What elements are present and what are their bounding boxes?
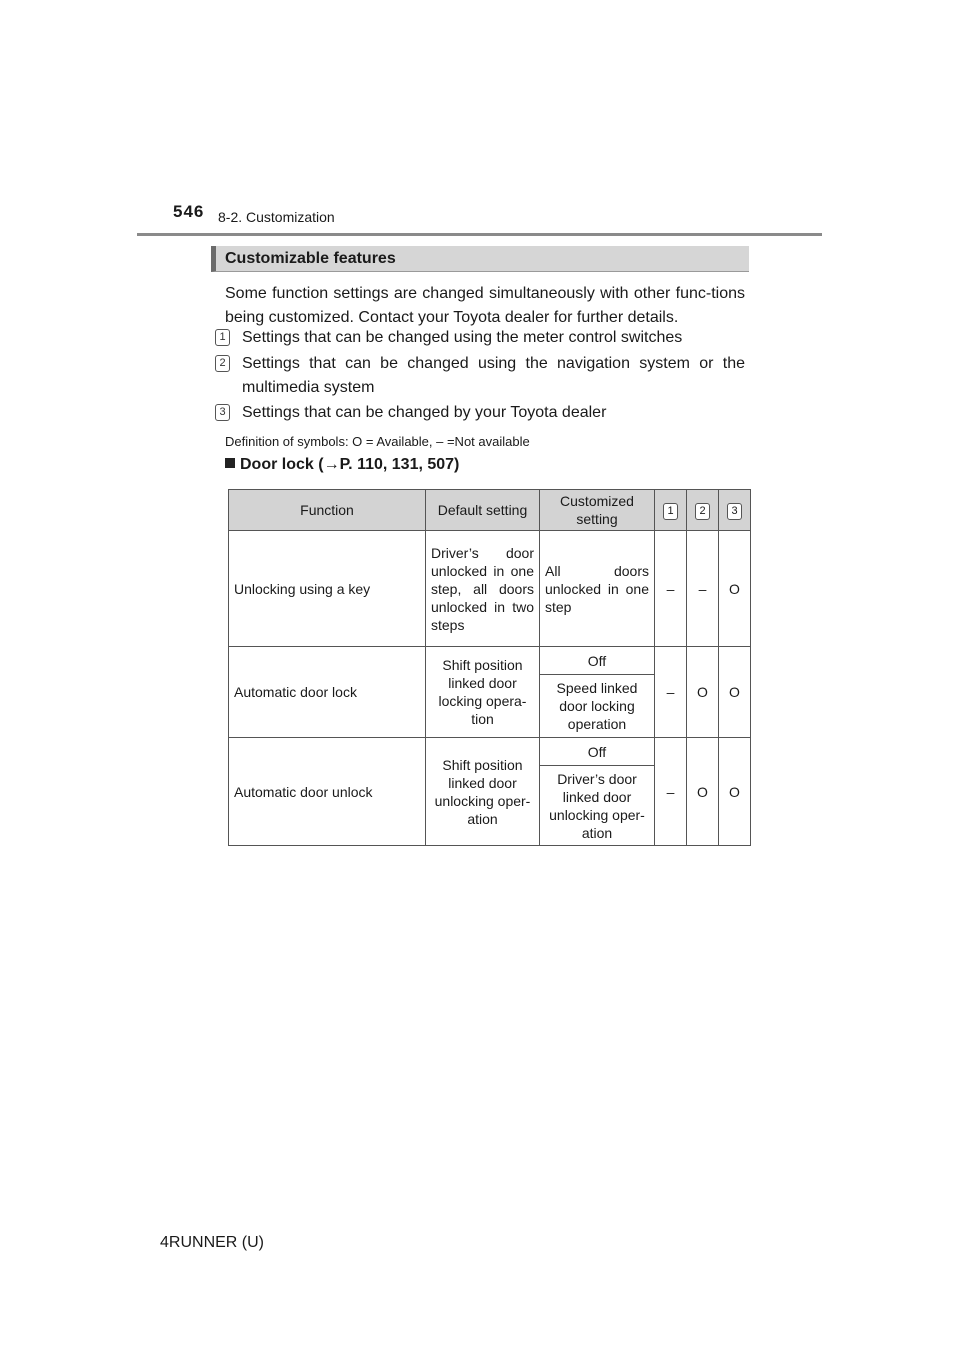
note-number-2: 2 [215,355,230,372]
circled-number-2: 2 [695,503,710,520]
arrow-right-icon: → [323,456,340,473]
header-col-2 [687,490,719,531]
cell-function: Unlocking using a key [229,531,426,647]
intro-text: Some function settings are changed simultaneously with other func-tions being customized. Contact your Toyota dealer for further details. [225,285,745,326]
square-bullet-icon [225,458,235,468]
circled-number-1: 1 [663,503,678,520]
cell-customized-setting: Driver’s door linked door unlocking oper-ation [540,766,655,846]
cell-customized-setting: Speed linked door locking operation [540,675,655,738]
page-number: 546 [173,202,205,221]
cell-customized-setting: All doors unlocked in one step [540,531,655,647]
note-number-1: 1 [215,329,230,346]
cell-mark-3: O [719,531,751,647]
cell-function: Automatic door unlock [229,738,426,846]
table-row [229,647,751,675]
cell-mark-2: O [687,647,719,738]
section-label: 8-2. Customization [218,209,335,225]
cell-default-setting: Shift position linked door locking opera-tion [426,647,540,738]
circled-number-3: 3 [727,503,742,520]
header-rule [137,233,822,236]
note-text: Settings that can be changed using the navigation system or the multimedia system [242,355,745,396]
cell-default-setting: Driver’s door unlocked in one step, all doors unlocked in two steps [426,531,540,647]
table-row [229,531,751,647]
note-number-3: 3 [215,404,230,421]
header-function: Function [229,490,426,531]
header-col-3 [719,490,751,531]
cell-mark-1: – [655,647,687,738]
table-header-row [229,490,751,531]
subsection-title-text: Door lock ( [240,456,324,473]
subsection-page-ref: P. 110, 131, 507) [339,456,460,473]
cell-customized-setting: Off [540,647,655,675]
header-customized-setting: Customized setting [540,490,655,531]
model-label: 4RUNNER (U) [160,1234,264,1251]
cell-mark-1: – [655,531,687,647]
cell-function: Automatic door lock [229,647,426,738]
cell-mark-3: O [719,647,751,738]
subsection-title [225,456,459,474]
note-text: Settings that can be changed using the meter control switches [242,329,683,346]
cell-default-setting: Shift position linked door unlocking oper-ation [426,738,540,846]
note-text: Settings that can be changed by your Toyota dealer [242,404,607,421]
header-default-setting: Default setting [426,490,540,531]
cell-mark-3: O [719,738,751,846]
feature-banner [211,246,749,272]
symbol-definition: Definition of symbols: O = Available, – =Not available [225,434,530,449]
cell-customized-setting: Off [540,738,655,766]
settings-table [228,489,751,846]
table-row [229,738,751,766]
cell-mark-2: – [687,531,719,647]
cell-mark-2: O [687,738,719,846]
cell-mark-1: – [655,738,687,846]
header-col-1 [655,490,687,531]
feature-banner-title: Customizable features [225,250,396,267]
